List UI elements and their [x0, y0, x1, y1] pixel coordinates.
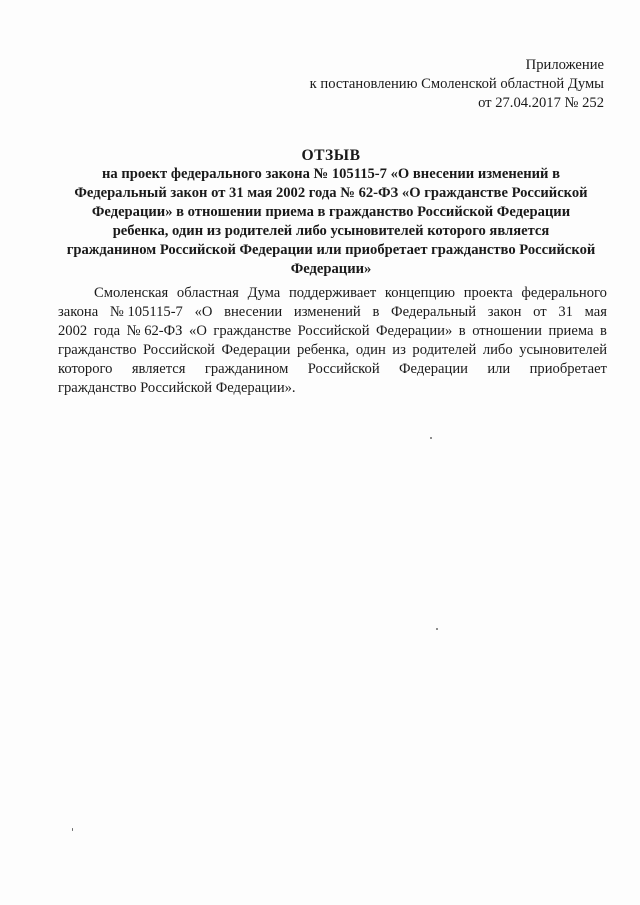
body-word: внесении [224, 304, 283, 320]
body-word: Федерации» [376, 323, 453, 339]
title-line: на проект федерального закона № 105115-7 «О внесении изменений в [102, 166, 560, 182]
body-word: № 105115-7 [109, 304, 183, 320]
body-word: концепцию [384, 285, 455, 301]
body-word: Федерации [221, 342, 291, 358]
title-subject [52, 165, 610, 279]
scan-speck [436, 628, 438, 630]
body-word: гражданство [58, 342, 137, 358]
body-line [58, 379, 607, 398]
body-word: закон [487, 304, 522, 320]
body-line [58, 303, 607, 322]
title-line: гражданином Российской Федерации или приобретает гражданство Российской [66, 242, 596, 258]
body-word: приема [548, 323, 594, 339]
body-word: Смоленская [94, 285, 169, 301]
body-word: закона [58, 304, 99, 320]
body-paragraph [58, 284, 607, 398]
body-word: федерального [521, 285, 607, 301]
appendix-label: Приложение [525, 57, 604, 73]
body-word: года [93, 323, 121, 339]
body-word: которого [58, 361, 113, 377]
body-word: в [599, 323, 607, 339]
appendix-resolution: к постановлению Смоленской областной Думы [309, 76, 604, 92]
body-word: из [392, 342, 406, 358]
document-title [52, 146, 610, 279]
body-word: от [533, 304, 547, 320]
body-word: Дума [247, 285, 281, 301]
body-word: родителей [412, 342, 477, 358]
title-line: Федеральный закон от 31 мая 2002 года № 62-ФЗ «О гражданстве Российской [74, 185, 588, 201]
body-word: поддерживает [288, 285, 377, 301]
body-word: изменений [293, 304, 361, 320]
scan-speck [430, 437, 432, 439]
body-line [58, 284, 607, 303]
body-word: является [131, 361, 186, 377]
appendix-date-number: от 27.04.2017 № 252 [478, 95, 604, 111]
body-word: либо [482, 342, 513, 358]
body-word: «О [194, 304, 213, 320]
body-word: отношении [472, 323, 542, 339]
title-line: Федерации» [290, 261, 372, 277]
body-word: усыновителей [519, 342, 607, 358]
body-line [58, 322, 607, 341]
body-word: гражданстве [213, 323, 292, 339]
body-word: областная [176, 285, 239, 301]
title-heading: ОТЗЫВ [301, 147, 361, 164]
body-word: один [355, 342, 386, 358]
body-word: № 62-ФЗ [126, 323, 183, 339]
body-word: или [487, 361, 511, 377]
body-word: «О [189, 323, 207, 339]
body-word: в [458, 323, 466, 339]
body-line [58, 360, 607, 379]
body-line [58, 341, 607, 360]
body-word: мая [584, 304, 607, 320]
body-word: Федеральный [391, 304, 477, 320]
title-line: ребенка, один из родителей либо усыновителей которого является [112, 223, 550, 239]
body-word: 2002 [58, 323, 88, 339]
body-word: ребенка, [296, 342, 350, 358]
body-word: Российской [143, 342, 215, 358]
body-word: гражданство Российской Федерации». [58, 380, 296, 396]
body-word: 31 [558, 304, 573, 320]
body-word: Российской [307, 361, 380, 377]
title-line: Федерации» в отношении приема в гражданство Российской Федерации [91, 204, 571, 220]
body-word: гражданином [204, 361, 289, 377]
body-word: приобретает [529, 361, 607, 377]
body-word: Российской [297, 323, 370, 339]
scan-speck [72, 828, 73, 831]
body-word: Федерации [399, 361, 468, 377]
body-word: в [372, 304, 380, 320]
appendix-header [310, 56, 604, 113]
body-word: проекта [463, 285, 513, 301]
